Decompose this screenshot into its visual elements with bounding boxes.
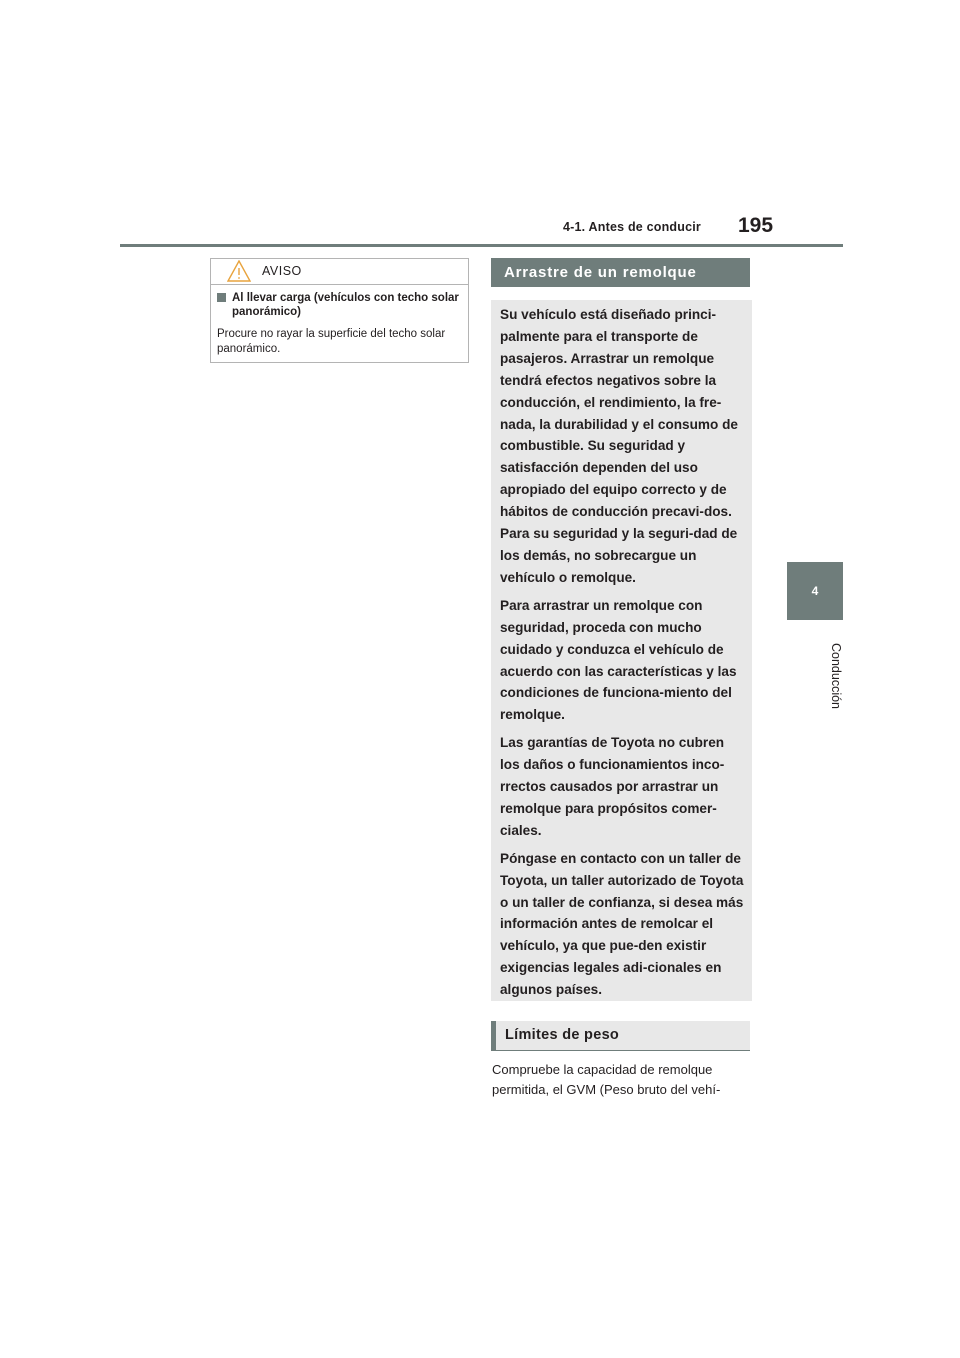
- towing-section-title: Arrastre de un remolque: [491, 258, 750, 287]
- warning-header: [211, 259, 468, 285]
- towing-section-body: [491, 300, 752, 1001]
- warning-title: AVISO: [262, 264, 302, 278]
- section-header: 4-1. Antes de conducir: [563, 220, 701, 234]
- weight-section-title: Límites de peso: [491, 1021, 750, 1051]
- warning-text: Procure no rayar la superficie del techo solar panorámico.: [217, 328, 446, 355]
- warning-box: [210, 258, 469, 363]
- header-rule: [120, 244, 843, 247]
- towing-paragraph: Su vehículo está diseñado princi-palmente para el transporte de pasajeros. Arrastrar un remolque tendrá efectos negativos sobre la conducción, el rendimiento, la fre-nada, la durabilidad y el consumo de combustible. Su seguridad y satisfacción dependen del uso apropiado del equipo correcto y de hábitos de conducción precavi-dos. Para su seguridad y la seguri-dad de los demás, no sobrecargue un vehículo o remolque.: [500, 307, 738, 585]
- warning-triangle-icon: [227, 260, 251, 287]
- warning-item: [217, 291, 463, 319]
- towing-paragraph: Póngase en contacto con un taller de Toyota, un taller autorizado de Toyota o un taller de confianza, si desea más información antes de remolcar el vehículo, ya que pue-den existir exigencias legales adi-cionales en algunos países.: [500, 850, 744, 998]
- page-number: 195: [738, 214, 774, 237]
- chapter-tab: [787, 562, 843, 620]
- warning-item-heading: Al llevar carga (vehículos con techo solar panorámico): [232, 292, 459, 318]
- square-bullet-icon: [217, 293, 226, 302]
- chapter-number: 4: [811, 584, 819, 598]
- towing-paragraph: Para arrastrar un remolque con seguridad, proceda con mucho cuidado y conduzca el vehículo de acuerdo con las características y las condiciones de funciona-miento del remolque.: [500, 597, 737, 723]
- weight-section-text: Compruebe la capacidad de remolque permitida, el GVM (Peso bruto del vehí-: [492, 1062, 721, 1097]
- chapter-label: Conducción: [829, 642, 843, 709]
- towing-paragraph: Las garantías de Toyota no cubren los daños o funcionamientos inco-rrectos causados por arrastrar un remolque para propósitos comer-ciales.: [500, 735, 725, 838]
